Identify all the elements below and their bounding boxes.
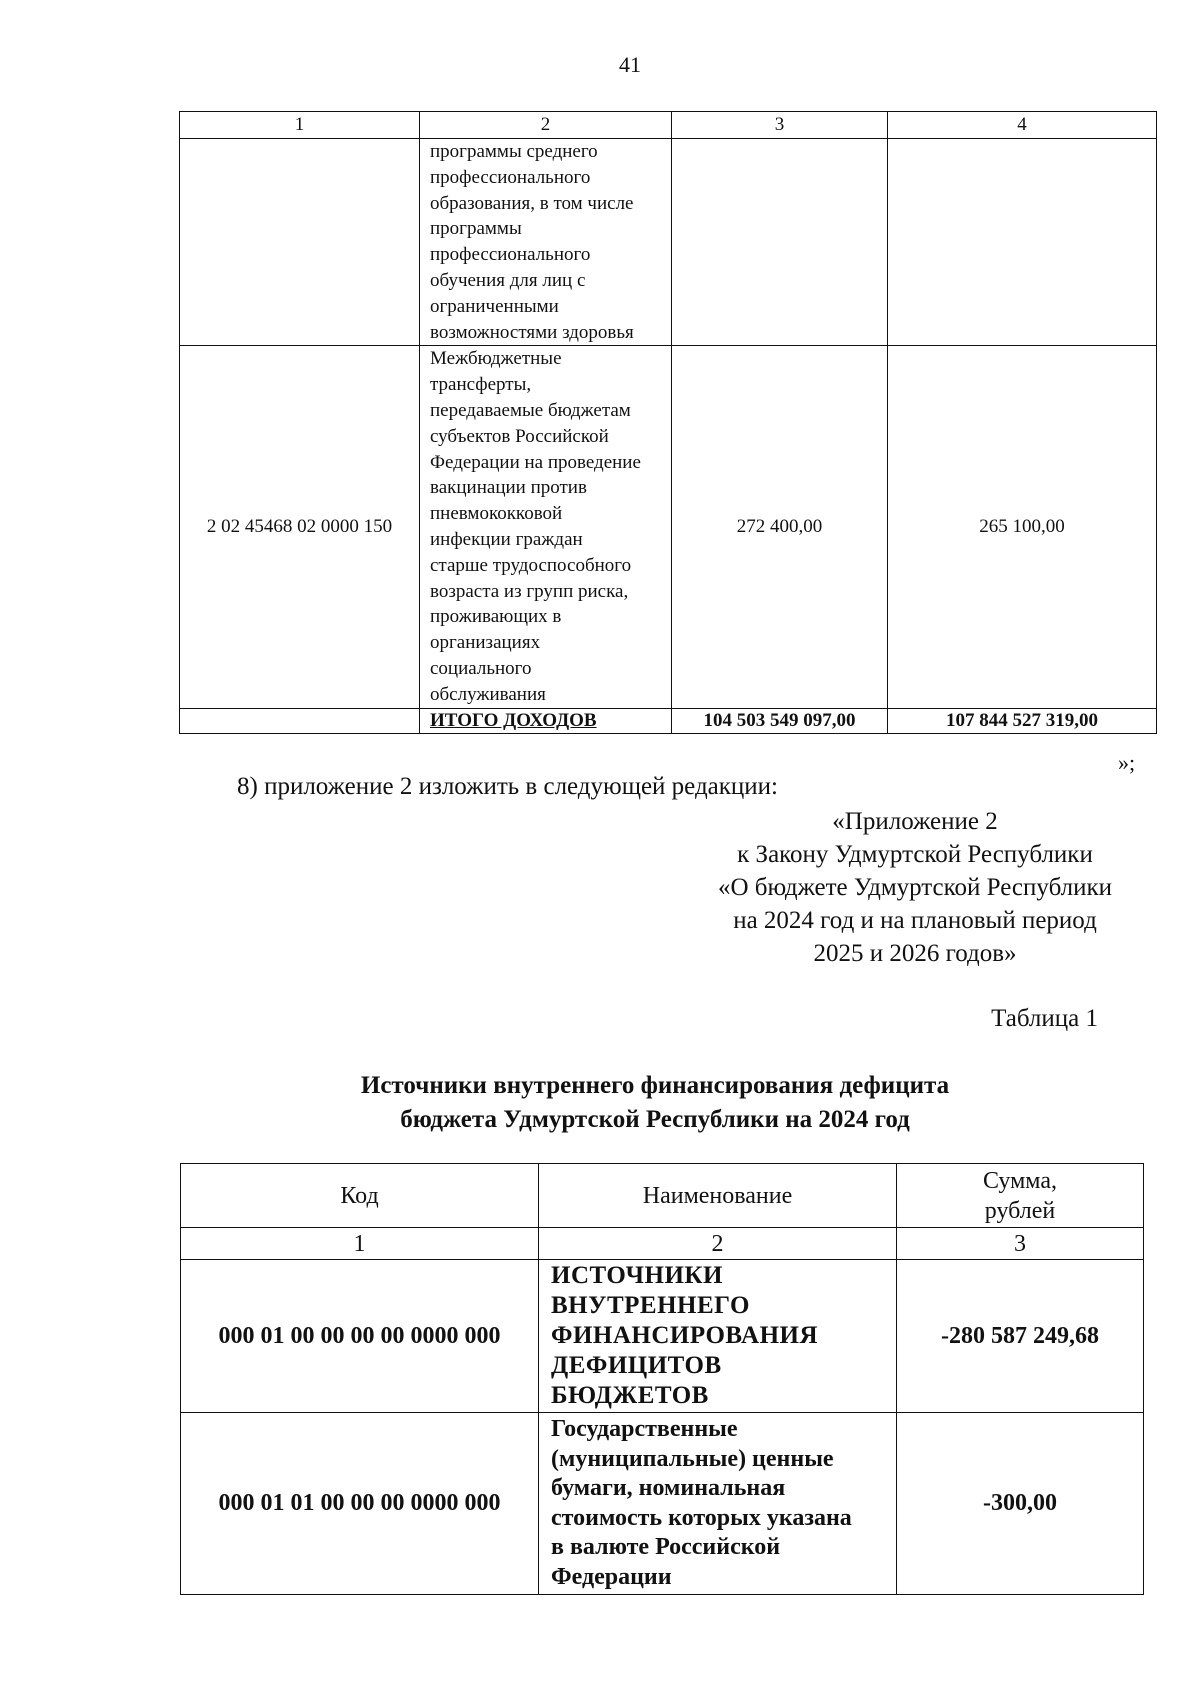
table-row [180,346,1157,708]
name-line: БЮДЖЕТОВ [551,1382,709,1409]
header-sum-line: рублей [984,1197,1056,1224]
name-line: проживающих в [430,606,562,628]
name-cell [420,139,672,346]
appendix-line: «Приложение 2 [832,808,998,835]
table-row [181,1260,1144,1413]
name-line: возможностями здоровья [430,321,634,343]
name-line: (муниципальные) ценные [551,1445,834,1472]
sum-2025-cell: 272 400,00 [672,346,888,708]
page-number: 41 [619,52,641,77]
heading-line: бюджета Удмуртской Республики на 2024 год [400,1106,910,1133]
column-number: 1 [181,1228,539,1260]
name-line: субъектов Российской [430,425,609,447]
financing-sources-table [180,1163,1144,1595]
name-line: пневмококковой [430,503,563,525]
total-sum-2025: 104 503 549 097,00 [672,708,888,733]
name-line: возраста из групп риска, [430,580,629,602]
code-cell: 2 02 45468 02 0000 150 [180,346,420,708]
column-number: 1 [180,112,420,139]
name-cell [539,1260,897,1413]
appendix-line: на 2024 год и на плановый период [733,907,1097,934]
name-line: ВНУТРЕННЕГО [551,1292,750,1319]
name-line: Федерации [551,1563,672,1590]
sum-2025-cell [672,139,888,346]
name-line: Государственные [551,1416,738,1442]
name-cell [539,1413,897,1595]
code-cell: 000 01 01 00 00 00 0000 000 [181,1413,539,1595]
total-code-cell [180,708,420,733]
sum-2026-cell [888,139,1157,346]
table-row [180,139,1157,346]
name-line: Межбюджетные [430,348,562,370]
column-number: 2 [420,112,672,139]
sum-cell: -300,00 [897,1413,1144,1595]
appendix-line: 2025 и 2026 годов» [813,940,1017,967]
table-label: Таблица 1 [991,1005,1098,1032]
name-line: ДЕФИЦИТОВ [551,1352,722,1379]
column-number: 3 [672,112,888,139]
closing-quote: »; [1118,750,1136,775]
appendix-caption [640,805,1190,970]
name-line: в валюте Российской [551,1534,781,1560]
table-column-numbers [180,112,1157,139]
name-cell [420,346,672,708]
name-line: профессионального [430,244,591,266]
name-line: стоимость которых указана [551,1504,852,1531]
code-cell [180,139,420,346]
table-heading [0,1069,1200,1137]
table-column-numbers [181,1228,1144,1260]
code-cell: 000 01 00 00 00 00 0000 000 [181,1260,539,1413]
name-line: вакцинации против [430,477,587,499]
name-line: обучения для лиц с [430,269,586,291]
name-line: старше трудоспособного [430,554,632,576]
name-line: социального [430,657,532,679]
header-sum-line: Сумма, [983,1167,1057,1194]
name-line: инфекции граждан [430,528,583,550]
amendment-paragraph: 8) приложение 2 изложить в следующей редакции: [237,773,778,800]
heading-line: Источники внутреннего финансирования дефицита [360,1072,950,1099]
header-name: Наименование [539,1164,897,1228]
name-line: профессионального [430,166,591,188]
column-number: 4 [888,112,1157,139]
name-line: программы [430,218,522,240]
table-row [181,1413,1144,1595]
name-line: Федерации на проведение [430,451,641,473]
appendix-line: «О бюджете Удмуртской Республики [717,874,1113,901]
name-line: трансферты, [430,374,532,396]
total-sum-2026: 107 844 527 319,00 [888,708,1157,733]
name-line: программы среднего [430,141,598,162]
name-line: ИСТОЧНИКИ [551,1262,723,1289]
name-line: организациях [430,632,541,654]
header-sum [897,1164,1144,1228]
name-line: бумаги, номинальная [551,1475,786,1501]
table-header-row [181,1164,1144,1228]
total-row [180,708,1157,733]
sum-2026-cell: 265 100,00 [888,346,1157,708]
name-line: ограниченными [430,295,559,317]
header-code: Код [181,1164,539,1228]
revenue-table-continuation [179,111,1157,734]
name-line: передаваемые бюджетам [430,399,631,421]
total-label: ИТОГО ДОХОДОВ [420,708,672,733]
column-number: 2 [539,1228,897,1260]
column-number: 3 [897,1228,1144,1260]
name-line: ФИНАНСИРОВАНИЯ [551,1322,819,1349]
appendix-line: к Закону Удмуртской Республики [737,841,1093,868]
sum-cell: -280 587 249,68 [897,1260,1144,1413]
name-line: образования, в том числе [430,192,634,214]
name-line: обслуживания [430,683,546,705]
